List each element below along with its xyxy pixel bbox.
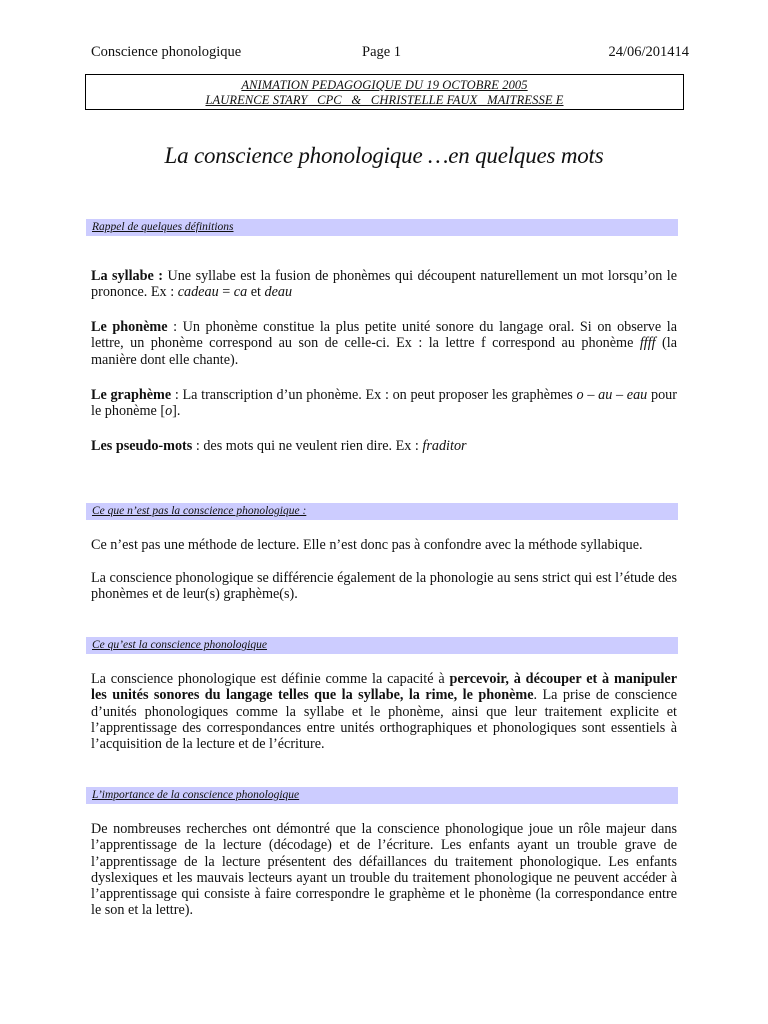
header-date: 24/06/201414 <box>608 44 689 60</box>
importance-paragraph: De nombreuses recherches ont démontré que la conscience phonologique joue un rôle majeur dans l’apprentissage de la lecture (décodage) et de l’écriture. Les enfants ayant un trouble grave de l’apprentissage de la lecture présentent des défaillances du traitement phonologique. Les enfants dyslexiques et les mauvais lecteurs ayant un trouble du traitement phonologique ne peuvent accéder à l’apprentissage qui consiste à faire correspondre le graphème et le phonème (la correspondance entre le son et la lettre). <box>91 821 677 919</box>
definition-grapheme: Le graphème : La transcription d’un phonème. Ex : on peut proposer les graphèmes o – au – eau pour le phonème [o]. <box>91 387 677 420</box>
banner-line-1: ANIMATION PEDAGOGIQUE DU 19 OCTOBRE 2005 <box>241 78 528 92</box>
definition-syllabe: La syllabe : Une syllabe est la fusion de phonèmes qui découpent naturellement un mot lorsqu’on le prononce. Ex : cadeau = ca et deau <box>91 268 678 301</box>
header-page-number: Page 1 <box>362 44 402 60</box>
header-doc-title: Conscience phonologique <box>91 44 242 60</box>
not-paragraph-2: La conscience phonologique se différencie également de la phonologie au sens strict qui est l’étude des phonèmes et de leur(s) graphème(s). <box>91 570 677 603</box>
event-banner <box>85 74 684 110</box>
banner-line-2: LAURENCE STARY CPC & CHRISTELLE FAUX MAITRESSE E <box>205 93 564 107</box>
page-title: La conscience phonologique …en quelques mots <box>164 143 604 168</box>
not-paragraph-1: Ce n’est pas une méthode de lecture. Elle n’est donc pas à confondre avec la méthode syllabique. <box>91 537 643 553</box>
section-heading-not: Ce que n’est pas la conscience phonologique : <box>86 503 678 520</box>
section-heading-is: Ce qu’est la conscience phonologique <box>86 637 678 654</box>
is-paragraph: La conscience phonologique est définie comme la capacité à percevoir, à découper et à manipuler les unités sonores du langage telles que la syllabe, la rime, le phonème. La prise de conscience d’unités phonologiques comme la syllabe et le phonème, ainsi que leur traitement explicite et l’apprentissage des correspondances entre unités orthographiques et phonologiques sont essentiels à l’acquisition de la lecture et de l’écriture. <box>91 671 678 753</box>
page-header <box>91 44 689 61</box>
section-heading-definitions: Rappel de quelques définitions <box>86 219 678 236</box>
section-heading-importance: L’importance de la conscience phonologique <box>86 787 678 804</box>
definition-pseudo-mots: Les pseudo-mots : des mots qui ne veulent rien dire. Ex : fraditor <box>91 438 467 454</box>
definition-phoneme: Le phonème : Un phonème constitue la plus petite unité sonore du langage oral. Si on observe la lettre, un phonème correspond au son de celle-ci. Ex : la lettre f correspond au phonème ffff (la manière dont elle chante). <box>91 319 678 368</box>
